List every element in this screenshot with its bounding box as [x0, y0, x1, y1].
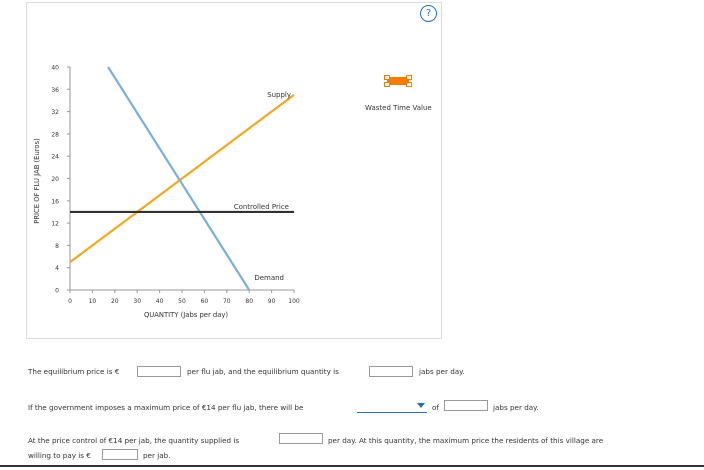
x-tick-label: 100 [288, 298, 300, 305]
x-tick-label: 40 [155, 298, 164, 305]
y-tick-label: 36 [51, 86, 59, 94]
x-tick-label: 10 [88, 298, 97, 305]
series-label-controlled-price: Controlled Price [233, 203, 289, 211]
q3-text-a: At the price control of €14 per jab, the quantity supplied is [28, 436, 240, 445]
series-line-demand[interactable] [108, 67, 249, 290]
q3-text-b: per day. At this quantity, the maximum price the residents of this village are [328, 436, 604, 445]
x-tick-label: 90 [267, 298, 276, 305]
y-tick-label: 0 [55, 287, 59, 295]
y-tick-label: 40 [51, 64, 59, 72]
page-divider [0, 465, 704, 467]
y-tick-label: 20 [51, 176, 59, 183]
x-tick-label: 50 [178, 298, 186, 305]
x-tick-label: 30 [133, 298, 142, 305]
q3-text-c: willing to pay is € [28, 451, 91, 460]
q3-text-d: per jab. [143, 451, 171, 460]
series-label-demand: Demand [254, 274, 284, 282]
q2-text-c: jabs per day. [493, 403, 539, 412]
y-axis-title: PRICE OF FLU JAB (Euros) [33, 138, 41, 224]
y-tick-label: 12 [51, 220, 59, 228]
legend-label-wasted-time-value: Wasted Time Value [365, 104, 432, 112]
shortage-quantity-input[interactable] [444, 400, 488, 411]
y-tick-label: 32 [51, 109, 59, 117]
q2-text-b: of [432, 403, 439, 412]
chevron-down-icon[interactable] [417, 403, 425, 408]
x-axis-title: QUANTITY (Jabs per day) [143, 311, 229, 319]
shortage-surplus-dropdown[interactable] [357, 411, 427, 413]
y-tick-label: 28 [51, 131, 59, 139]
series-label-supply: Supply [267, 91, 291, 99]
x-tick-label: 80 [245, 298, 254, 305]
quantity-supplied-input[interactable] [279, 433, 323, 444]
q2-text-a: If the government imposes a maximum price of €14 per flu jab, there will be [28, 403, 304, 412]
wasted-time-value-tool-icon[interactable] [384, 75, 412, 87]
x-tick-label: 70 [222, 298, 231, 305]
supply-demand-chart[interactable] [27, 3, 441, 338]
max-willing-price-input[interactable] [102, 449, 138, 460]
x-tick-label: 20 [110, 298, 119, 305]
series-line-supply[interactable] [70, 95, 294, 262]
equilibrium-quantity-input[interactable] [369, 366, 413, 377]
x-tick-label: 60 [200, 298, 209, 305]
q1-text-c: jabs per day. [419, 367, 465, 376]
y-tick-label: 16 [51, 198, 59, 206]
y-tick-label: 24 [51, 153, 59, 161]
graph-panel [26, 2, 442, 339]
y-tick-label: 8 [55, 242, 59, 250]
equilibrium-price-input[interactable] [137, 366, 181, 377]
help-icon[interactable]: ? [420, 5, 437, 22]
x-tick-label: 0 [68, 298, 72, 305]
y-tick-label: 4 [55, 265, 59, 273]
q1-text-a: The equilibrium price is € [28, 367, 120, 376]
q1-text-b: per flu jab, and the equilibrium quantity is [187, 367, 339, 376]
